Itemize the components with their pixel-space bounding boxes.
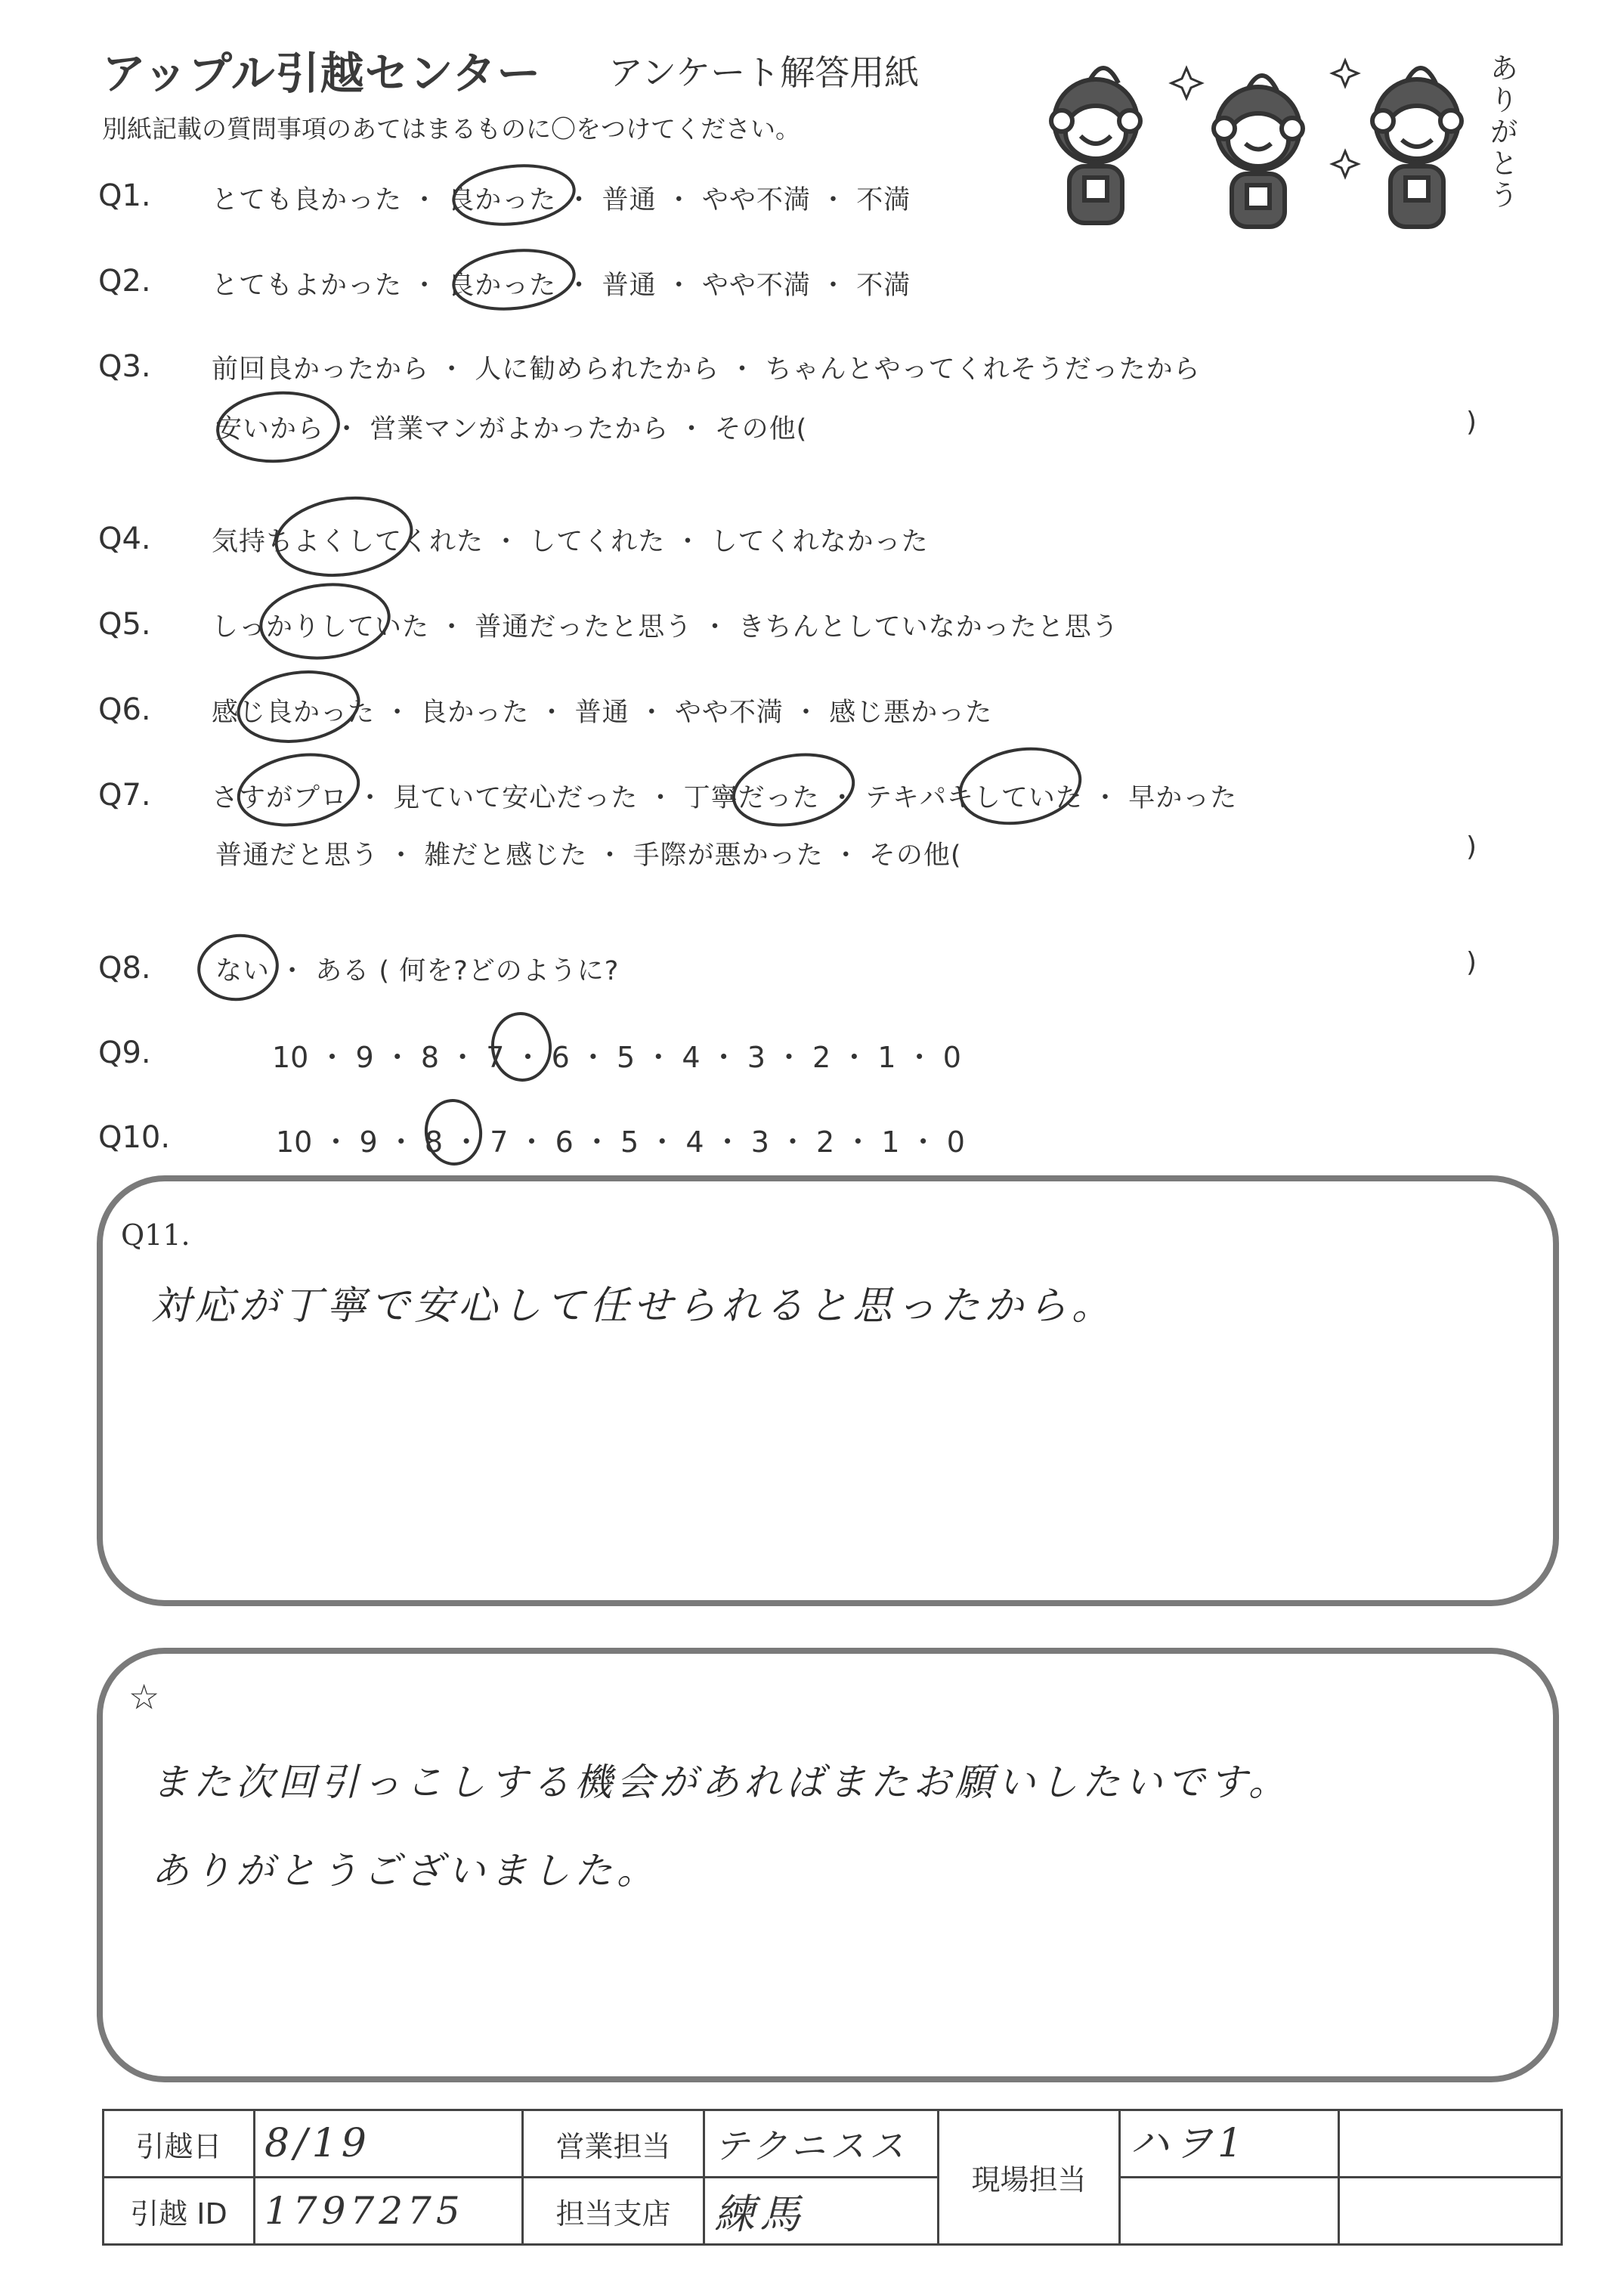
scale-9[interactable]: 9 (359, 1125, 378, 1159)
q1-options: とても良かった ・ 良かった ・ 普通 ・ やや不満 ・ 不満 (212, 185, 911, 215)
q4-label: Q4. (98, 522, 151, 556)
option[interactable]: 普通だと思う (215, 841, 379, 871)
scale-10[interactable]: 10 (276, 1125, 313, 1159)
option[interactable]: 感じ悪かった (829, 698, 993, 728)
branch-label: 担当支店 (523, 2178, 704, 2245)
q1-label: Q1. (98, 178, 151, 213)
scale-1[interactable]: 1 (881, 1125, 900, 1159)
scale-4[interactable]: 4 (682, 1041, 701, 1074)
sales-label: 営業担当 (523, 2110, 704, 2178)
option[interactable]: やや不満 (701, 271, 811, 301)
scale-7-circled[interactable]: 7 (486, 1041, 505, 1074)
scale-7[interactable]: 7 (490, 1125, 509, 1159)
option[interactable]: 営業マンがよかったから (370, 414, 670, 444)
q5-label: Q5. (98, 607, 151, 642)
option[interactable]: してくれた (529, 527, 666, 557)
scale-9[interactable]: 9 (355, 1041, 374, 1074)
scale-2[interactable]: 2 (816, 1125, 835, 1159)
q11-label: Q11. (121, 1218, 190, 1252)
option-circled[interactable]: 安いから (215, 414, 325, 444)
footer-info-table (102, 2109, 1563, 2246)
scale-4[interactable]: 4 (685, 1125, 704, 1159)
option[interactable]: 前回良かったから (212, 354, 430, 385)
option-circled[interactable]: ない (215, 956, 271, 986)
q7-close-paren: ) (1466, 831, 1477, 862)
option[interactable]: 不満 (856, 185, 911, 215)
q5-options: しっかりしていた ・ 普通だったと思う ・ きちんとしていなかったと思う (212, 612, 1119, 642)
option[interactable]: やや不満 (701, 185, 811, 215)
q4-options: 気持ちよくしてくれた ・ してくれた ・ してくれなかった (212, 527, 929, 557)
option[interactable]: その他( (714, 414, 808, 444)
q7-options-line1: さすがプロ ・ 見ていて安心だった ・ 丁寧だった ・ テキパキしていた ・ 早かった (212, 783, 1238, 813)
scale-5[interactable]: 5 (620, 1125, 639, 1159)
sales-value[interactable]: テクニスス (704, 2110, 939, 2178)
instruction-text: 別紙記載の質問事項のあてはまるものに〇をつけてください。 (102, 114, 800, 144)
extra-cell-bottom (1339, 2178, 1562, 2245)
scale-3[interactable]: 3 (747, 1041, 766, 1074)
site-value[interactable]: ハヲ1 (1120, 2110, 1339, 2178)
site-value-2[interactable] (1120, 2178, 1339, 2245)
scale-1[interactable]: 1 (877, 1041, 896, 1074)
option-circled[interactable]: 気持ちよくしてくれた (212, 527, 484, 557)
scale-8[interactable]: 8 (420, 1041, 440, 1074)
q7-label: Q7. (98, 778, 151, 813)
move-date-value[interactable]: 8/19 (255, 2110, 523, 2178)
option[interactable]: 普通 (602, 185, 657, 215)
comment-line-2: ありがとうございました。 (151, 1849, 659, 1893)
q6-options: 感じ良かった ・ 良かった ・ 普通 ・ やや不満 ・ 感じ悪かった (212, 698, 993, 728)
company-name: アップル引越センター (102, 48, 542, 99)
q9-scale: 10 ・ 9 ・ 8 ・ 7 ・ 6 ・ 5 ・ 4 ・ 3 ・ 2 ・ 1 ・ 0 (272, 1041, 961, 1074)
option[interactable]: やや不満 (674, 698, 784, 728)
option[interactable]: 良かった (420, 698, 530, 728)
option-circled[interactable]: 丁寧だった (683, 783, 820, 813)
option-circled[interactable]: しっかりしていた (212, 612, 430, 642)
q8-label: Q8. (98, 951, 151, 986)
scale-6[interactable]: 6 (555, 1125, 574, 1159)
option[interactable]: 普通 (602, 271, 657, 301)
extra-cell-top (1339, 2110, 1562, 2178)
q6-label: Q6. (98, 692, 151, 727)
option[interactable]: とても良かった (212, 185, 403, 215)
option[interactable]: その他( (868, 841, 962, 871)
star-icon: ☆ (128, 1676, 160, 1717)
option[interactable]: ある ( 何を?どのように? (315, 956, 620, 986)
option[interactable]: きちんとしていなかったと思う (738, 612, 1119, 642)
q3-close-paren: ) (1466, 407, 1477, 438)
site-label: 現場担当 (939, 2110, 1120, 2245)
q11-answer-box[interactable] (97, 1175, 1559, 1606)
branch-value[interactable]: 練馬 (704, 2178, 939, 2245)
option[interactable]: とてもよかった (212, 271, 403, 301)
move-id-value[interactable]: 1797275 (255, 2178, 523, 2245)
option[interactable]: 人に勧められたから (475, 354, 720, 385)
q2-label: Q2. (98, 264, 151, 299)
scale-10[interactable]: 10 (272, 1041, 309, 1074)
option-circled[interactable]: 良かった (447, 185, 557, 215)
comment-line-1: また次回引っこしする機会があればまたお願いしたいです。 (151, 1760, 1291, 1804)
q10-scale: 10 ・ 9 ・ 8 ・ 7 ・ 6 ・ 5 ・ 4 ・ 3 ・ 2 ・ 1 ・ 0 (276, 1125, 965, 1159)
option[interactable]: 不満 (856, 271, 911, 301)
q3-options-line2: 安いから ・ 営業マンがよかったから ・ その他( (215, 414, 808, 444)
option[interactable]: してくれなかった (710, 527, 929, 557)
form-title: アンケート解答用紙 (608, 52, 920, 93)
q8-options: ない ・ ある ( 何を?どのように? (215, 956, 620, 986)
scale-5[interactable]: 5 (616, 1041, 636, 1074)
move-date-label: 引越日 (104, 2110, 255, 2178)
q10-label: Q10. (98, 1120, 171, 1155)
scale-8-circled[interactable]: 8 (424, 1125, 444, 1159)
option-circled[interactable]: 感じ良かった (212, 698, 376, 728)
option[interactable]: 普通だったと思う (475, 612, 693, 642)
option[interactable]: 早かった (1128, 783, 1238, 813)
scale-0[interactable]: 0 (946, 1125, 965, 1159)
mascot-caption: ありがとう (1485, 53, 1518, 212)
scale-3[interactable]: 3 (750, 1125, 769, 1159)
q9-label: Q9. (98, 1036, 151, 1070)
q3-options-line1: 前回良かったから ・ 人に勧められたから ・ ちゃんとやってくれそうだったから (212, 354, 1201, 385)
option[interactable]: 雑だと感じた (424, 841, 588, 871)
option-circled[interactable]: テキパキしていた (865, 783, 1083, 813)
q2-options: とてもよかった ・ 良かった ・ 普通 ・ やや不満 ・ 不満 (212, 271, 911, 301)
scale-2[interactable]: 2 (812, 1041, 831, 1074)
option[interactable]: ちゃんとやってくれそうだったから (765, 354, 1201, 385)
q7-options-line2: 普通だと思う ・ 雑だと感じた ・ 手際が悪かった ・ その他( (215, 841, 962, 871)
option[interactable]: 見ていて安心だった (393, 783, 639, 813)
option[interactable]: 普通 (574, 698, 629, 728)
q11-answer-text: 対応が丁寧で安心して任せられると思ったから。 (151, 1283, 1116, 1329)
scale-6[interactable]: 6 (551, 1041, 570, 1074)
q8-close-paren: ) (1466, 947, 1477, 978)
q3-label: Q3. (98, 349, 151, 384)
option-circled[interactable]: 良かった (447, 271, 557, 301)
option-circled[interactable]: さすがプロ (212, 783, 348, 813)
option[interactable]: 手際が悪かった (633, 841, 824, 871)
move-id-label: 引越 ID (104, 2178, 255, 2245)
scale-0[interactable]: 0 (942, 1041, 961, 1074)
